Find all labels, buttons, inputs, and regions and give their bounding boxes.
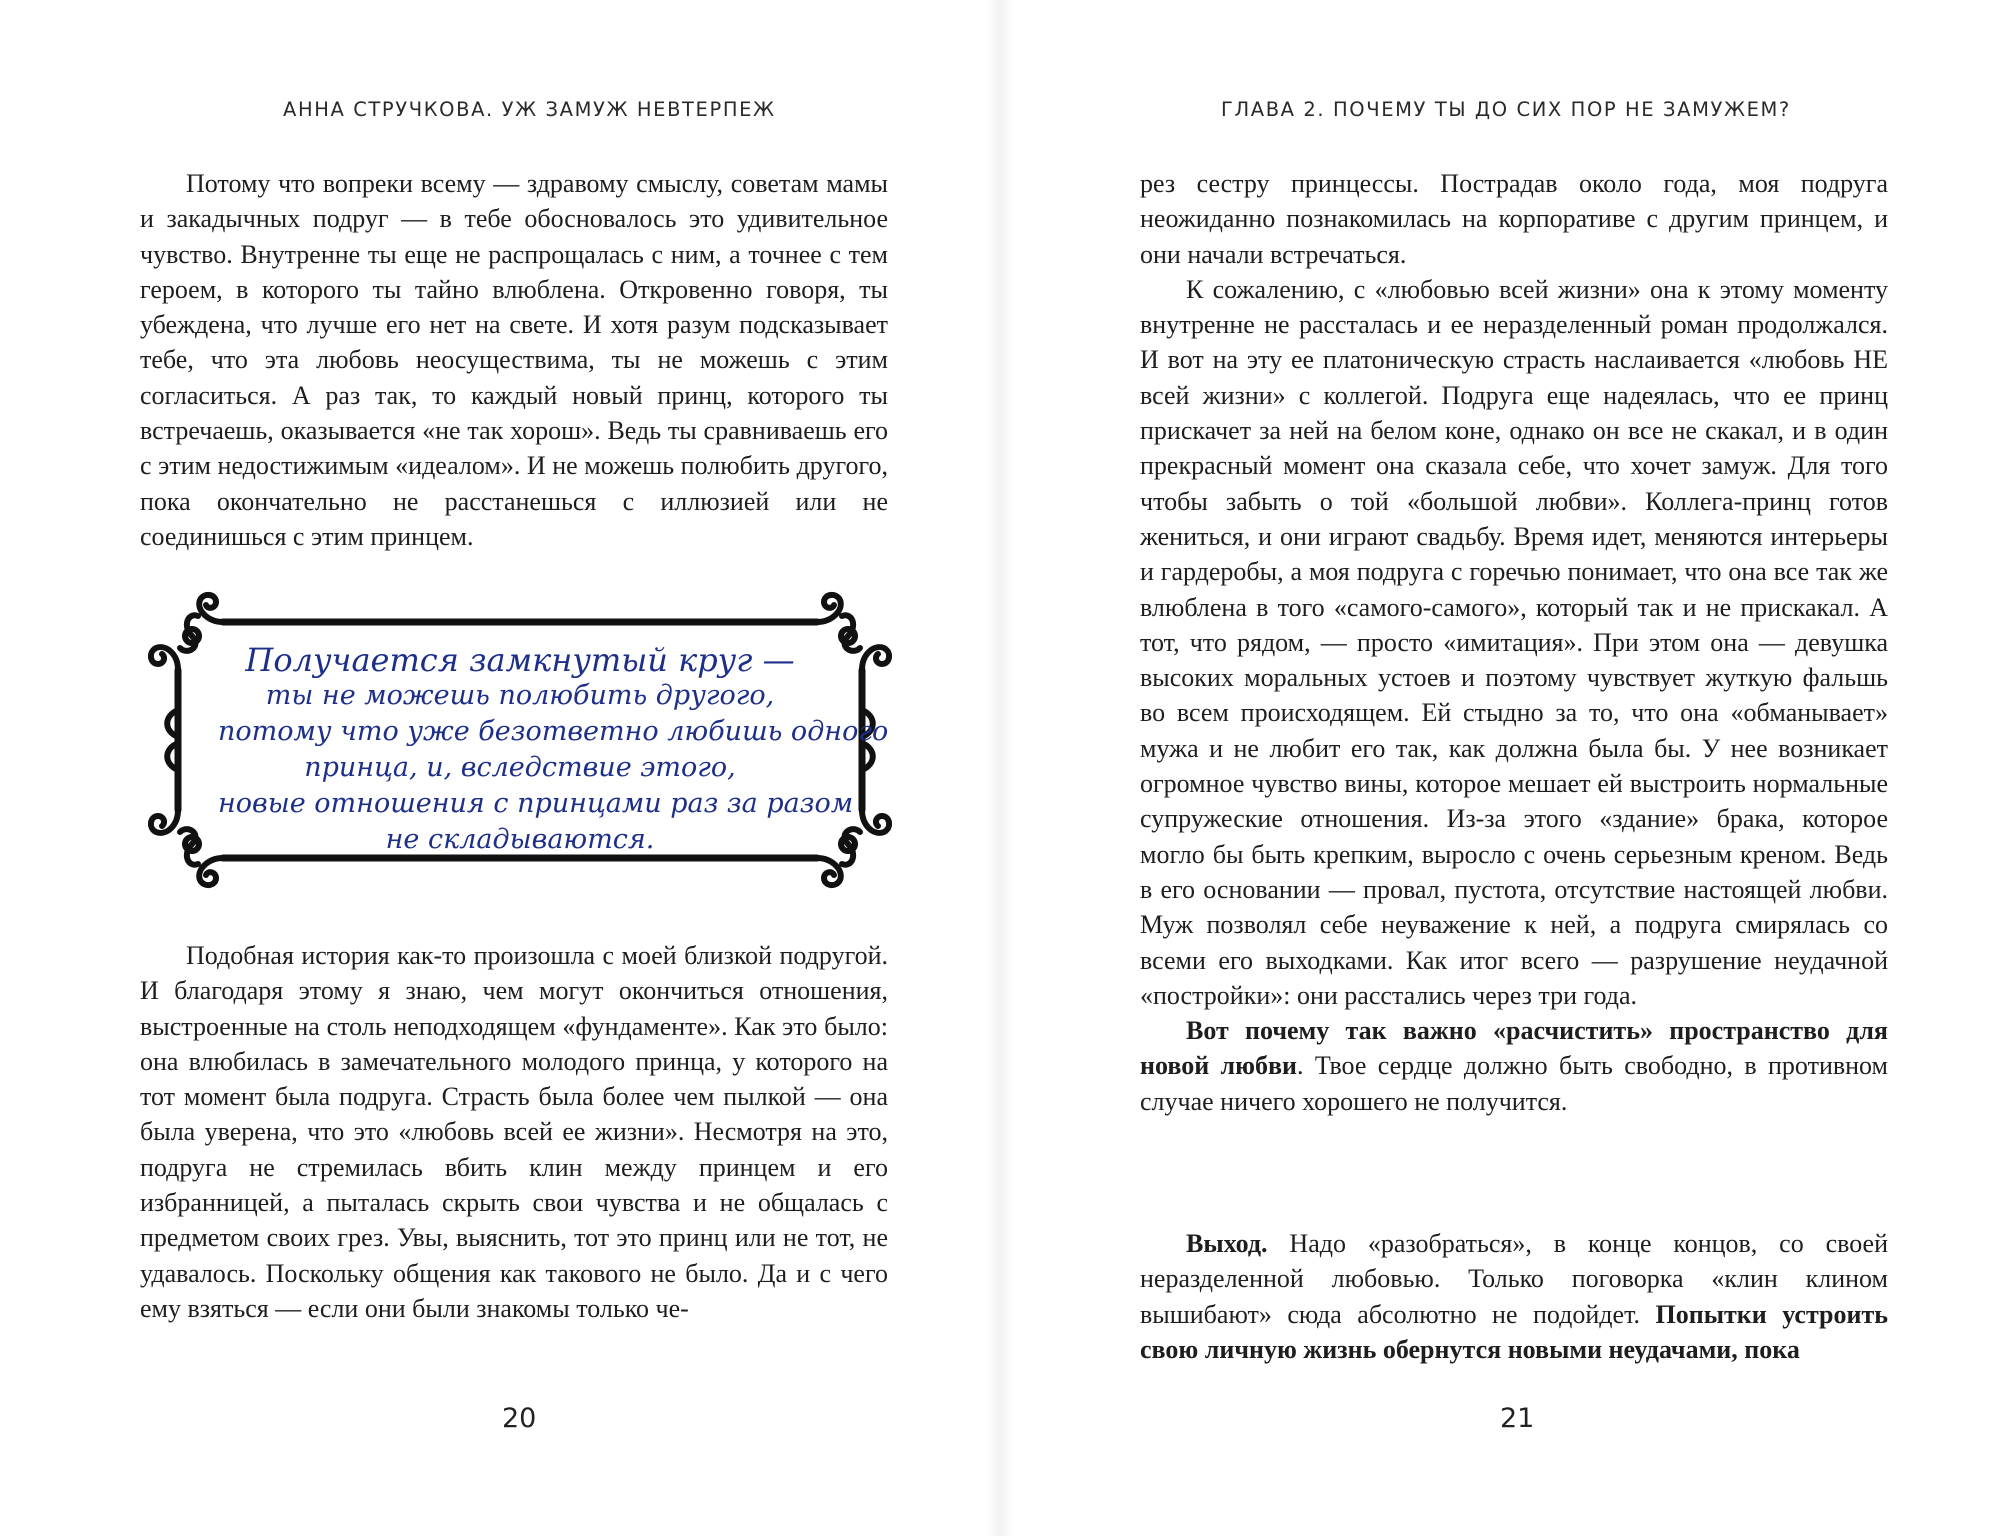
paragraph (1140, 1013, 1888, 1119)
bold-text: Выход. (1186, 1229, 1268, 1258)
left-text-bottom (140, 938, 888, 1326)
callout-line: принца, и, вследствие этого, (304, 752, 736, 783)
paragraph: К сожалению, с «любовью всей жизни» она к этому моменту внутренне не рассталась и ее неразделенный роман продолжался. И вот на эту ее платоническую страсть наслаивается «любовь НЕ всей жизни» с коллегой. Подруга еще надеялась, что ее принц прискачет за ней на белом коне, однако он все не скакал, и в один прекрасный момент она сказала себе, что хочет замуж. Для того чтобы забыть о той «большой любви». Коллега-принц готов жениться, и они играют свадьбу. Время идет, меняются интерьеры и гардеробы, а моя подруга с горечью понимает, что она все так же влюблена в того «самого-самого», который так и не прискакал. А тот, что рядом, — просто «имитация». При этом она — девушка высоких моральных устоев и поэтому чувствует жуткую фальшь во всем происходящем. Ей стыдно за то, что она «обманывает» мужа и не любит его так, как должна была бы. У нее возникает огромное чувство вины, которое мешает ей выстроить нормальные супружеские отношения. Из-за этого «здание» брака, которое могло бы быть крепким, выросло с очень серьезным креном. Ведь в его основании — провал, пустота, отсутствие настоящей любви. Муж позволял себе неуважение к ней, а подруга смирялась со всеми его выходками. Как итог всего — разрушение неудачной «постройки»: они расстались через три года. (1140, 274, 1888, 1010)
right-page (1000, 0, 2000, 1536)
paragraph-text: Надо «разобраться», в конце концов, со своей неразделенной любовью. Только поговорка «клин клином вышибают» сюда абсолютно не подойдет. (1140, 1229, 1888, 1329)
paragraph: Потому что вопреки всему — здравому смыслу, советам мамы и закадычных подруг — в тебе обосновалось это удивительное чувство. Внутренне ты еще не распрощалась с ним, а точнее с тем героем, в которого ты тайно влюблена. Откровенно говоря, ты убеждена, что лучше его нет на свете. И хотя разум подсказывает тебе, что эта любовь неосуществима, ты не можешь с этим согласиться. А раз так, то каждый новый принц, которого ты встречаешь, оказывается «не так хорош». Ведь ты сравниваешь его с этим недостижимым «идеалом». И не можешь полюбить другого, пока окончательно не расстанешься с иллюзией или не соединишься с этим принцем. (140, 169, 888, 551)
callout-box (148, 590, 892, 890)
paragraph-text: . Твое сердце должно быть свободно, в противном случае ничего хорошего не получится. (1140, 1051, 1888, 1116)
paragraph: Подобная история как-то произошла с моей близкой подругой. И благодаря этому я знаю, чем могут окончиться отношения, выстроенные на столь неподходящем «фундаменте». Как это было: она влюбилась в замечательного молодого принца, у которого на тот момент была подруга. Страсть была более чем пылкой — она была уверена, что это «любовь всей ее жизни». Несмотря на это, подруга не стремилась вбить клин между принцем и его избранницей, а пыталась скрыть свои чувства и не общалась с предметом своих грез. Увы, выяснить, тот это принц или не тот, не удавалось. Поскольку общения как такового не было. Да и с чего ему взяться — если они были знакомы только че- (140, 941, 888, 1323)
right-text-bottom (1140, 1226, 1888, 1367)
running-head-left: АННА СТРУЧКОВА. УЖ ЗАМУЖ НЕВТЕРПЕЖ (283, 98, 776, 121)
callout-line: не складываются. (385, 824, 655, 855)
bold-text: Вот почему так важно «расчистить» пространство для новой любви (1140, 1016, 1888, 1081)
page-number-right: 21 (1500, 1403, 1535, 1434)
callout-line: потому что уже безответно любишь одного (218, 716, 889, 747)
left-text-top (140, 166, 888, 554)
bold-text: Попытки устроить свою личную жизнь обернутся новыми неудачами, пока (1140, 1299, 1888, 1364)
callout-line: Получается замкнутый круг — (245, 641, 795, 679)
callout-text (218, 641, 889, 858)
paragraph (1140, 1226, 1888, 1367)
right-text-top (1140, 166, 1888, 1119)
running-head-right: ГЛАВА 2. ПОЧЕМУ ТЫ ДО СИХ ПОР НЕ ЗАМУЖЕМ? (1221, 98, 1791, 121)
paragraph: рез сестру принцессы. Пострадав около года, моя подруга неожиданно познакомилась на корпоративе с другим принцем, и они начали встречаться. (1140, 169, 1888, 269)
callout-line: новые отношения с принцами раз за разом (218, 788, 854, 819)
callout-line: ты не можешь полюбить другого, (265, 680, 775, 711)
page-number-left: 20 (502, 1403, 537, 1434)
